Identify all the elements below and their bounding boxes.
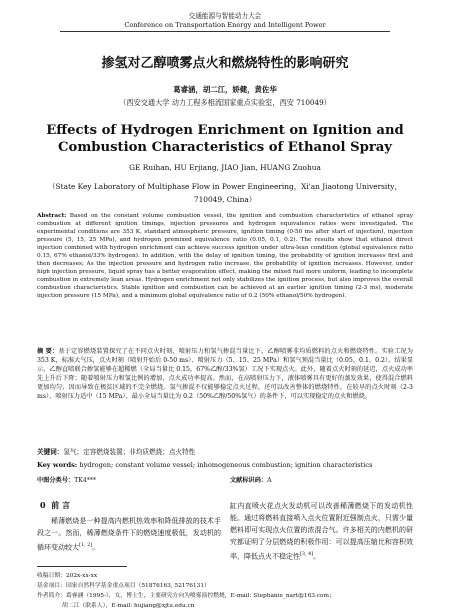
authors-en: GE Ruihan, HU Erjiang, JIAO Jian, HUANG Zuohua xyxy=(129,163,321,172)
footnote-funding: 基金项目：国家自然科学基金重点项目（51876163, 52176131） xyxy=(37,583,210,589)
keywords-zh-text: 氢气；定容燃烧装置；非均质燃烧；点火特性 xyxy=(63,448,196,456)
keywords-en-label: Key words: xyxy=(37,461,78,469)
col1-end: 。 xyxy=(92,543,100,552)
document-code xyxy=(230,475,272,484)
affiliation-zh: （西安交通大学 动力工程多相流国家重点实验室，西安 710049） xyxy=(119,98,331,107)
doc-code-value: A xyxy=(267,477,272,484)
keywords-zh-label: 关键词： xyxy=(37,448,64,456)
section-heading xyxy=(40,500,70,511)
footnote-author-bio: 作者简介：葛睿涵（1995-），女，博士生，主要研究方向为喷雾演控燃烧，E-mail: Stephanie_nart@163.com； xyxy=(37,593,335,599)
keywords-en-text: hydrogen; constant volume vessel; inhomogeneous combustion; ignition characteristics xyxy=(79,461,373,469)
keywords-zh xyxy=(37,446,413,456)
col2-end: 。 xyxy=(313,552,321,561)
abstract-zh-text: 基于定容燃烧装置探究了在不同点火时刻、喷射压力和氢气掺混当量比下，乙醇喷雾非均质燃料的点火和燃烧特性。实验工况为 353 K，标准大气压，点火时刻（喷射开始后 0-50 ms）、喷射压力（5、15、25 MPa）和氢气预混当量比（0.05、0.1、0.2）。结果显示，乙醇直喷联合掺氢能够在超稀燃（全局当量比 0.15，67%乙醇/33%氢）工况下实现点火。此外，随着点火时刻的延迟，点火成功率先上升后下降；随着喷射压力和氢比例的增加，点火成功率提高。然而，在高喷射压力下，液体喷雾具有更好的蒸发效果，使得混合燃料更加均匀，因而导致在极贫区域的不完全燃烧。氢气掺混不仅能够稳定点火过程，还可以改善整体的燃烧特性。在较早的点火时刻（2-3 ms）、喷射压力适中（15 MPa）、最小全局当量比为 0.2（50%乙醇/50%氢气）的条件下，可以实现稳定的点火和燃烧。 xyxy=(37,348,413,401)
col1-citation: [1, 2] xyxy=(79,542,93,548)
footnote-received: 收稿日期：202x-xx-xx xyxy=(37,573,98,579)
title-en: Effects of Hydrogen Enrichment on Ignition and Combustion Characteristics of Ethanol Spray xyxy=(46,123,404,155)
abstract-zh-label: 摘 要： xyxy=(37,348,59,355)
clc-number xyxy=(37,475,96,484)
footnote-rule xyxy=(37,566,127,567)
conference-header-en: Conference on Transportation Energy and Intelligent Power xyxy=(124,21,326,29)
col1-text: 稀薄燃烧是一种提高内燃机热效率和降低排放的技术手段之一。然而，稀薄燃烧条件下的燃烧速度极低，发动机的循环变动较大 xyxy=(37,517,221,552)
col2-citation: [3, 4] xyxy=(300,551,314,557)
title-zh: 掺氢对乙醇喷雾点火和燃烧特性的影响研究 xyxy=(101,56,349,71)
keywords-en xyxy=(37,461,413,469)
col2-text: 缸内直喷火花点火发动机可以改善稀薄燃烧下的发动机性能。通过将燃料直接喷入点火位置附近强制点火，只需少量燃料即可实现点火位置的浓混合气。许多相关的内燃机的研究都证明了分层燃烧的积极作用：可以提高压缩比和容积效率，降低点火不稳定性 xyxy=(230,502,413,561)
body-column-right xyxy=(230,500,413,562)
doc-code-label: 文献标识码： xyxy=(230,477,268,484)
clc-label: 中图分类号： xyxy=(37,477,75,484)
authors-zh: 葛睿涵，胡二江，娇健，黄佐华 xyxy=(173,85,277,94)
abstract-zh xyxy=(37,347,413,402)
abstract-en xyxy=(37,212,413,300)
section-title: 前 言 xyxy=(51,500,70,510)
abstract-en-label: Abstract: xyxy=(37,213,67,219)
header-rule xyxy=(60,31,390,32)
affiliation-en: （State Key Laboratory of Multiphase Flow in Power Engineering，Xi'an Jiaotong University，710049, China） xyxy=(48,182,402,204)
footnote-contact: 胡二江（联系人），E-mail: hujiang@xjtu.edu.cn xyxy=(62,603,195,609)
conference-header-zh: 交通能源与智能动力大会 xyxy=(188,12,262,20)
abstract-en-text: Based on the constant volume combustion vessel, the ignition and combustion characteristics of ethanol spray combustion at different ignition timings, injection pressures and hydrogen equivalence ratios were investigated. The experimental conditions are 353 K, standard atmospheric pressure, ignition timing (0-50 ms after start of injection), injection pressure (5, 15, 25 MPa), and hydrogen premixed equivalence ratio (0.05, 0.1, 0.2). The results show that ethanol direct injection combined with hydrogen enrichment can achieve success ignition under ultra-lean condition (global equivalence ratio 0.15, 67% ethanol/33% hydrogen). In addition, with the delay of ignition timing, the probability of ignition increases first and then decreases; As the injection pressure and hydrogen ratio increase, the probability of ignition increases. However, under high injection pressure, liquid spray has a better evaporation effect, making the mixed fuel more uniform, leading to incomplete combustion in extremely lean areas. Hydrogen enrichment not only stabilizes the ignition process, but also improves the overall combustion characteristics. Stable ignition and combustion can be achieved at an earlier ignition timing (2-3 ms), moderate injection pressure (15 MPa), and a minimum global equivalence ratio of 0.2 (50% ethanol/50% hydrogen). xyxy=(37,213,414,299)
clc-value: TK4*** xyxy=(74,477,97,484)
section-number: 0 xyxy=(40,500,46,510)
body-column-left xyxy=(37,515,221,553)
